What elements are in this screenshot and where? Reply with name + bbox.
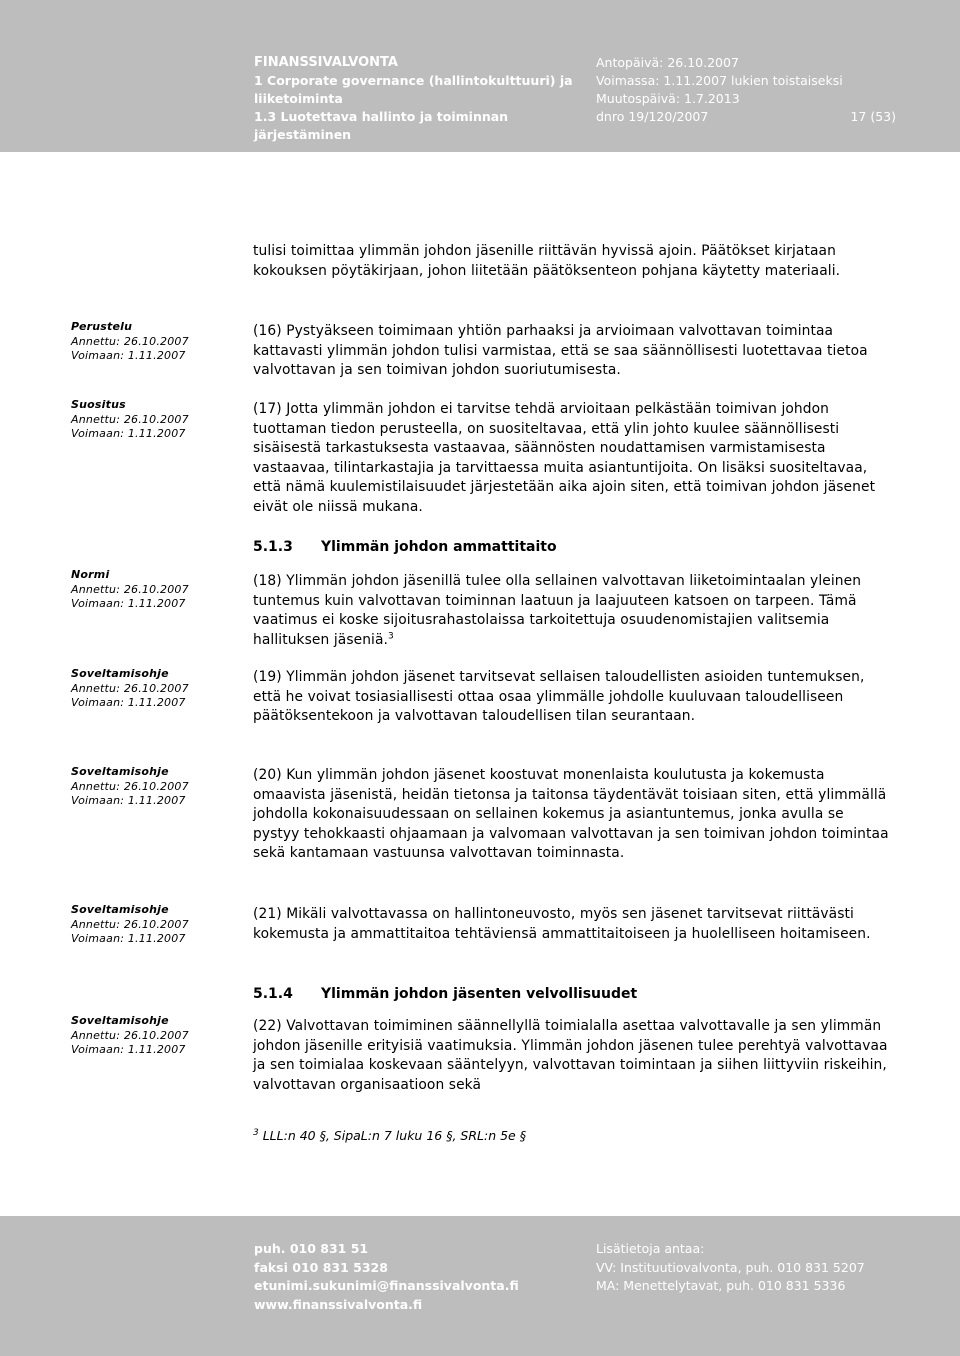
- org-name: FINANSSIVALVONTA: [254, 55, 398, 70]
- side-note-suositus: Suositus Annettu: 26.10.2007 Voimaan: 1.11.2007: [71, 398, 189, 440]
- paragraph-18: (18) Ylimmän johdon jäsenillä tulee olla sellainen valvottavan liiketoimintaalan yleinen tuntemus kuin valvottavan toiminnan laatuun ja laajuuteen katsoen on tarpeen. Tämä vaatimus ei koske sijoitusrahastolaissa tarkoitettuja osuudenomistajien valitsemia hallituksen jäseniä.$^3$: [253, 573, 862, 648]
- section-heading-513: [253, 537, 893, 557]
- heading-number: 5.1.4: [253, 986, 293, 1002]
- dnro-row: [596, 108, 896, 126]
- chapter-title: 1 Corporate governance (hallintokulttuuri) ja liiketoiminta: [254, 73, 573, 106]
- header-right: [596, 54, 896, 126]
- footer-contact-2: MA: Menettelytavat, puh. 010 831 5336: [596, 1278, 846, 1293]
- footer-info-label: Lisätietoja antaa:: [596, 1241, 705, 1256]
- footer-contact: [254, 1240, 574, 1314]
- side-note-soveltamisohje: Soveltamisohje Annettu: 26.10.2007 Voimaan: 1.11.2007: [71, 765, 189, 807]
- footnote-ref[interactable]: 3: [388, 631, 394, 642]
- footer-email[interactable]: etunimi.sukunimi@finanssivalvonta.fi: [254, 1278, 519, 1293]
- footnote-text: LLL:n 40 §, SipaL:n 7 luku 16 §, SRL:n 5e §: [262, 1128, 526, 1144]
- heading-number: 5.1.3: [253, 539, 293, 555]
- paragraph-16: (16) Pystyäkseen toimimaan yhtiön parhaaksi ja arvioimaan valvottavan toimintaa kattavasti ylimmän johdon tulisi varmistaa, että se saa säännöllisesti luotettavaa tietoa valvottavan ja sen toimivan johdon suoriutumisesta.: [253, 323, 868, 379]
- paragraph-21: (21) Mikäli valvottavassa on hallintoneuvosto, myös sen jäsenet tarvitsevat riittävästi kokemusta ja ammattitaitoa tehtäviensä ammattitaitoiseen ja huolelliseen hoitamiseen.: [253, 906, 871, 942]
- footer-phone: puh. 010 831 51: [254, 1241, 369, 1256]
- footnote-number: 3: [253, 1128, 259, 1138]
- paragraph-20: (20) Kun ylimmän johdon jäsenet koostuvat monenlaista koulutusta ja kokemusta omaavista jäsenistä, heidän tietonsa ja taitonsa täydentävät toisiaan siten, että ylimmällä johdolla kokonaisuudessaan on sellainen kokemus ja asiantuntemus, jonka avulla se pystyy tehokkaasti ohjaamaan ja valvomaan valvottavan ja sen toimivan johdon toimintaa sekä kantamaan vastuunsa valvottavan toiminnasta.: [253, 767, 889, 862]
- section-title: 1.3 Luotettava hallinto ja toiminnan järjestäminen: [254, 109, 509, 142]
- page-number: 17 (53): [850, 109, 896, 124]
- valid-from: Voimassa: 1.11.2007 lukien toistaiseksi: [596, 73, 843, 88]
- side-note-soveltamisohje: Soveltamisohje Annettu: 26.10.2007 Voimaan: 1.11.2007: [71, 1014, 189, 1056]
- side-note-perustelu: Perustelu Annettu: 26.10.2007 Voimaan: 1.11.2007: [71, 320, 189, 362]
- footer-website[interactable]: www.finanssivalvonta.fi: [254, 1296, 423, 1312]
- heading-title: Ylimmän johdon ammattitaito: [321, 539, 557, 555]
- section-heading-514: [253, 984, 893, 1004]
- footer-info: [596, 1240, 926, 1296]
- paragraph-intro: tulisi toimittaa ylimmän johdon jäsenille riittävän hyvissä ajoin. Päätökset kirjataan kokouksen pöytäkirjaan, johon liitetään päätöksenteon pohjana käytetty materiaali.: [253, 243, 841, 279]
- footer-contact-1: VV: Instituutiovalvonta, puh. 010 831 5207: [596, 1259, 865, 1275]
- header-left: [254, 54, 584, 144]
- side-note-soveltamisohje: Soveltamisohje Annettu: 26.10.2007 Voimaan: 1.11.2007: [71, 903, 189, 945]
- header-band: [0, 0, 960, 152]
- side-note-soveltamisohje: Soveltamisohje Annettu: 26.10.2007 Voimaan: 1.11.2007: [71, 667, 189, 709]
- heading-title: Ylimmän johdon jäsenten velvollisuudet: [321, 986, 638, 1002]
- paragraph-19: (19) Ylimmän johdon jäsenet tarvitsevat sellaisen taloudellisten asioiden tuntemuksen, että he voivat tosiasiallisesti ottaa osaa ylimmälle johdolle kuuluvaan taloudelliseen päätöksentekoon ja valvottavan taloudellisen tilan seurantaan.: [253, 669, 865, 725]
- paragraph-22: (22) Valvottavan toimiminen säännellyllä toimialalla asettaa valvottavalle ja sen ylimmän johdon jäsenille erityisiä vaatimuksia. Ylimmän johdon jäsenen tulee perehtyä valvottavaa ja sen toimialaa koskevaan sääntelyyn, valvottavan toimintaan ja siihen liittyviin riskeihin, valvottavan organisaatioon sekä: [253, 1018, 888, 1093]
- side-note-normi: Normi Annettu: 26.10.2007 Voimaan: 1.11.2007: [71, 568, 189, 610]
- footer-fax: faksi 010 831 5328: [254, 1259, 388, 1275]
- document-number: dnro 19/120/2007: [596, 109, 709, 124]
- modified-date: Muutospäivä: 1.7.2013: [596, 91, 740, 106]
- paragraph-17: (17) Jotta ylimmän johdon ei tarvitse tehdä arvioitaan pelkästään toimivan johdon tuottaman tiedon perusteella, on suositeltavaa, että ylin johto kuulee säännöllisesti sisäisestä tarkastuksesta vastaavaa, säännösten noudattamisen varmistamisesta vastaavaa, tilintarkastajia ja tarvittaessa muita asiantuntijoita. On lisäksi suositeltavaa, että nämä kuulemistilaisuudet järjestetään aika ajoin siten, että toimivan johdon jäsenet eivät ole niissä mukana.: [253, 401, 876, 515]
- issue-date: Antopäivä: 26.10.2007: [596, 55, 739, 70]
- footnote: [253, 1124, 893, 1145]
